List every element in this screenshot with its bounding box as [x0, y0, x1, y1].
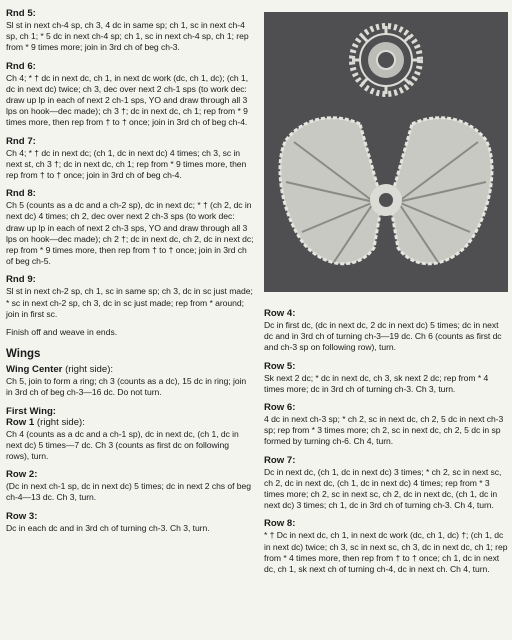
row8-text: * † Dc in next dc, ch 1, in next dc work (dc, ch 1, dc) †; (ch 1, dc in next dc) twice; ch 3, sc in next sc, ch 3, dc in next dc, ch 1; rep from * 4 times more, then rep from † to † once; ch 1, dc in next dc, ch 1, sk next ch of turning ch-4, dc in next ch. Ch 4, turn.: [264, 530, 508, 575]
rnd9-heading: Rnd 9:: [6, 274, 36, 286]
rnd5-heading: Rnd 5:: [6, 8, 36, 19]
row5-section: [264, 361, 508, 395]
row1-suffix: (right side):: [34, 416, 85, 428]
row4-heading: Row 4:: [264, 308, 296, 319]
row4-section: [264, 308, 508, 354]
rnd6-section: [6, 61, 254, 129]
rnd7-heading: Rnd 7:: [6, 135, 36, 147]
row2-section: [6, 469, 254, 503]
row6-text: 4 dc in next ch-3 sp; * ch 2, sc in next dc, ch 2, 5 dc in next ch-3 sp; rep from * 3 times more; ch 2, sc in next dc, ch 2, 5 dc in sp formed by turning ch-6. Ch 4, turn.: [264, 414, 504, 447]
row3-text: Dc in each dc and in 3rd ch of turning ch-3. Ch 3, turn.: [6, 522, 210, 533]
rnd7-section: [6, 136, 254, 182]
first-wing-heading: First Wing:: [6, 405, 57, 417]
wing-center-heading: [6, 364, 254, 375]
rnd9-section: [6, 274, 254, 320]
doily-motif: [352, 26, 420, 94]
row6-section: [264, 402, 508, 448]
right-column: [264, 308, 508, 582]
row8-section: [264, 518, 508, 575]
row7-section: [264, 455, 508, 512]
row5-heading: Row 5:: [264, 360, 296, 372]
rnd8-text: Ch 5 (counts as a dc and a ch-2 sp), dc in next dc; * † (ch 2, dc in next dc) 4 times; ch 2, dec over next 2 ch-3 sps (to work dec: draw up lp in each of next 2 ch-3 sps, YO and draw through all 3 lps on hook—dec made); ch 2 †; dc in next dc, ch 2, dc in next dc; rep from * 9 times more, then rep from † to † once; join in 3rd ch of beg ch-5.: [6, 200, 254, 267]
rnd8-heading: Rnd 8:: [6, 188, 36, 200]
row3-heading: Row 3:: [6, 510, 38, 522]
row1-text: Ch 4 (counts as a dc and a ch-1 sp), dc in next dc, (ch 1, dc in next dc) 5 times—7 dc. Ch 3 (counts as first dc on following rows), turn.: [6, 428, 239, 462]
row3-section: [6, 511, 254, 534]
row1-title: Row 1: [6, 416, 35, 428]
wings-heading: Wings: [6, 348, 41, 361]
rnd7-text: Ch 4; * † dc in next dc; (ch 1, dc in next dc) 4 times; ch 3, sc in next st, ch 3 †; dc in next dc, ch 1; rep from * 9 times more, then rep from † to † once; join in 3rd ch of beg ch-4.: [6, 147, 247, 181]
wing-center-section: [6, 364, 254, 398]
row1-heading: [6, 417, 254, 428]
row8-heading: Row 8:: [264, 518, 296, 530]
left-wing: [280, 118, 382, 264]
rnd6-text: Ch 4; * † dc in next dc, ch 1, in next dc work (dc, ch 1, dc); (ch 1, dc in next dc) twice; ch 3, dec over next 2 ch-1 sps (to work dec: draw up lp in each of next 2 ch-1 sps, YO and draw through all 3 lps on hook—dec made); ch 3 †; dc in next dc, ch 1; rep from * 9 times more, then rep from † to † once; join in 3rd ch of beg ch-4.: [6, 72, 249, 128]
row1-section: [6, 417, 254, 463]
finish-note: Finish off and weave in ends.: [6, 327, 118, 338]
left-column: [6, 8, 254, 541]
row7-heading: Row 7:: [264, 454, 296, 466]
rnd5-section: [6, 8, 254, 54]
rnd8-section: [6, 188, 254, 267]
crochet-illustration: [264, 12, 508, 292]
row2-heading: Row 2:: [6, 469, 38, 481]
row5-text: Sk next 2 dc; * dc in next dc, ch 3, sk next 2 dc; rep from * 4 times more; dc in 3rd ch of turning ch-3. Ch 3, turn.: [264, 372, 489, 394]
row7-text: Dc in next dc, (ch 1, dc in next dc) 3 times; * ch 2, sc in next sc, ch 2, dc in next dc, (ch 1, dc in next dc) 4 times; rep from * 3 times more; ch 2, sc in next sc, ch 2, dc in next dc, (ch 1, dc in next dc) 3 times; ch 1, dc in 3rd ch of turning ch-3. Ch 4, turn.: [264, 466, 502, 511]
crochet-photo: [264, 12, 508, 292]
row6-heading: Row 6:: [264, 402, 296, 414]
wing-center-motif: [370, 184, 402, 216]
right-wing: [390, 118, 492, 264]
row2-text: (Dc in next ch-1 sp, dc in next dc) 5 times; dc in next 2 chs of beg ch-4—13 dc. Ch 3, turn.: [6, 481, 251, 503]
rnd5-text: Sl st in next ch-4 sp, ch 3, 4 dc in same sp; ch 1, sc in next ch-4 sp, ch 1; * 5 dc in next ch-4 sp; ch 1, sc in next ch-4 sp, ch 1; rep from * 9 times more; join in 3rd ch of beg ch-3.: [6, 20, 249, 53]
rnd9-text: Sl st in next ch-2 sp, ch 1, sc in same sp; ch 3, dc in sc just made; * sc in next ch-2 sp, ch 3, dc in sc just made; rep from * around; join in first sc.: [6, 286, 253, 319]
wing-center-title: Wing Center: [6, 364, 63, 376]
wing-center-text: Ch 5, join to form a ring; ch 3 (counts as a dc), 15 dc in ring; join in 3rd ch of beg ch-3—16 dc. Do not turn.: [6, 376, 247, 398]
rnd6-heading: Rnd 6:: [6, 60, 36, 72]
row4-text: Dc in first dc, (dc in next dc, 2 dc in next dc) 5 times; dc in next dc and in 3rd ch of turning ch-3—19 dc. Ch 6 (counts as first dc and ch-3 sp on following row), turn.: [264, 320, 502, 353]
wing-center-suffix: (right side):: [62, 364, 114, 376]
